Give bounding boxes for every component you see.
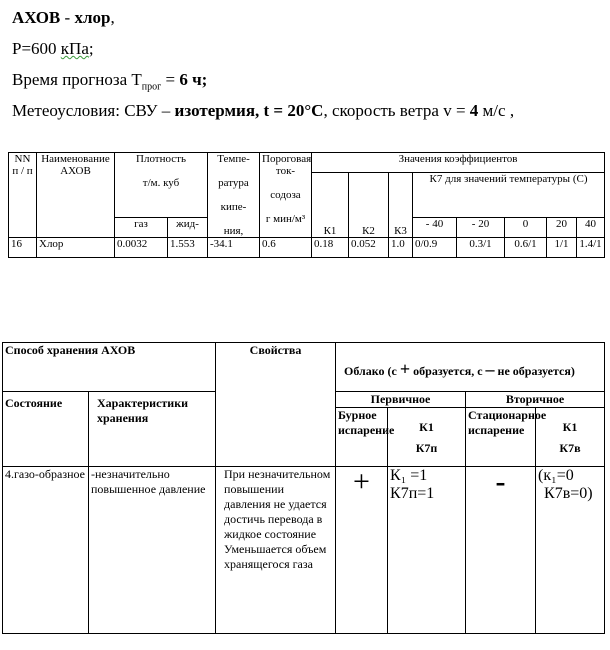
row-k7-1: 0.3/1	[457, 238, 505, 258]
row-properties: При незначительном повышении давления не удается достичь перевода в жидкое состояние Уменьшается объем хранящегося газа	[216, 467, 336, 634]
row-name: Хлор	[37, 238, 115, 258]
k3-header: К3	[389, 173, 413, 238]
primary-header: Первичное	[336, 392, 466, 408]
row-k7-0: 0/0.9	[413, 238, 457, 258]
row-k3: 1.0	[389, 238, 413, 258]
weather-line	[12, 101, 514, 121]
agent-name: хлор	[74, 8, 111, 27]
pressure-label: P=600	[12, 39, 61, 58]
k2-header: К2	[349, 173, 389, 238]
secondary-coefs: (к₁=0 К7в=0)	[536, 467, 605, 634]
cloud-header: Облако (с + образуется, с – не образуется)	[336, 343, 605, 392]
temp-header-4: 40	[577, 218, 605, 238]
col-nn-header: NN п / п	[9, 153, 37, 238]
forecast-value: 6 ч;	[179, 70, 208, 89]
col-name-header: Наименование АХОВ	[37, 153, 115, 238]
k7-header: К7 для значений температуры (С)	[413, 173, 605, 218]
forecast-line	[12, 70, 207, 92]
weather-condition: изотермия,	[174, 101, 260, 120]
state-header: Состояние	[3, 392, 89, 467]
row-threshold: 0.6	[260, 238, 312, 258]
density-gas-header: газ	[115, 218, 168, 238]
row-k1: 0.18	[312, 238, 349, 258]
stationary-header: Стационарное испарение	[466, 408, 536, 467]
row-storage-char: -незначительно повышенное давление	[89, 467, 216, 634]
table-row	[9, 238, 605, 258]
table-row	[3, 467, 605, 634]
row-liquid: 1.553	[168, 238, 208, 258]
coefficients-table	[8, 152, 605, 258]
weather-label: Метеоусловия: СВУ –	[12, 101, 175, 120]
forecast-eq: =	[161, 70, 180, 89]
density-liquid-header: жид-	[168, 218, 208, 238]
agent-label: АХОВ	[12, 8, 61, 27]
weather-rest: , скорость ветра v =	[323, 101, 470, 120]
weather-temp: t = 20°C	[259, 101, 324, 120]
storage-method-header: Способ хранения АХОВ	[3, 343, 216, 392]
temp-header-0: - 40	[413, 218, 457, 238]
col-boil-header: Темпе- ратура кипе- ния,	[208, 153, 260, 238]
weather-wind: 4	[469, 101, 479, 120]
storage-table	[2, 342, 605, 634]
temp-header-2: 0	[505, 218, 547, 238]
k1-header: К1	[312, 173, 349, 238]
pressure-line	[12, 39, 94, 59]
boil-evap-header: Бурное испарение	[336, 408, 388, 467]
row-k7-2: 0.6/1	[505, 238, 547, 258]
temp-header-1: - 20	[457, 218, 505, 238]
col-coef-header: Значения коэффициентов	[312, 153, 605, 173]
row-gas: 0.0032	[115, 238, 168, 258]
primary-mark: +	[336, 467, 388, 634]
row-k2: 0.052	[349, 238, 389, 258]
row-k7-4: 1.4/1	[577, 238, 605, 258]
agent-sep: -	[60, 8, 75, 27]
row-state: 4.газо-образное	[3, 467, 89, 634]
row-k7-3: 1/1	[547, 238, 577, 258]
row-boil: -34.1	[208, 238, 260, 258]
pressure-unit: кПа	[60, 39, 89, 58]
secondary-mark: -	[466, 467, 536, 634]
forecast-sub: прог	[141, 81, 162, 93]
k1-k7p-header: К1 К7п	[388, 408, 466, 467]
secondary-header: Вторичное	[466, 392, 605, 408]
agent-title-line	[12, 8, 115, 28]
forecast-label: Время прогноза T	[12, 70, 142, 89]
col-threshold-header: Пороговая ток- содоза г мин/м³	[260, 153, 312, 238]
row-nn: 16	[9, 238, 37, 258]
pressure-end: ;	[88, 39, 94, 58]
temp-header-3: 20	[547, 218, 577, 238]
col-density-header: Плотность т/м. куб	[115, 153, 208, 218]
primary-coefs: К₁ =1 К7п=1	[388, 467, 466, 634]
agent-end: ,	[110, 8, 115, 27]
properties-header: Свойства	[216, 343, 336, 467]
storage-char-header: Характеристики хранения	[89, 392, 216, 467]
weather-unit: м/с ,	[478, 101, 515, 120]
k1-k7v-header: К1 К7в	[536, 408, 605, 467]
